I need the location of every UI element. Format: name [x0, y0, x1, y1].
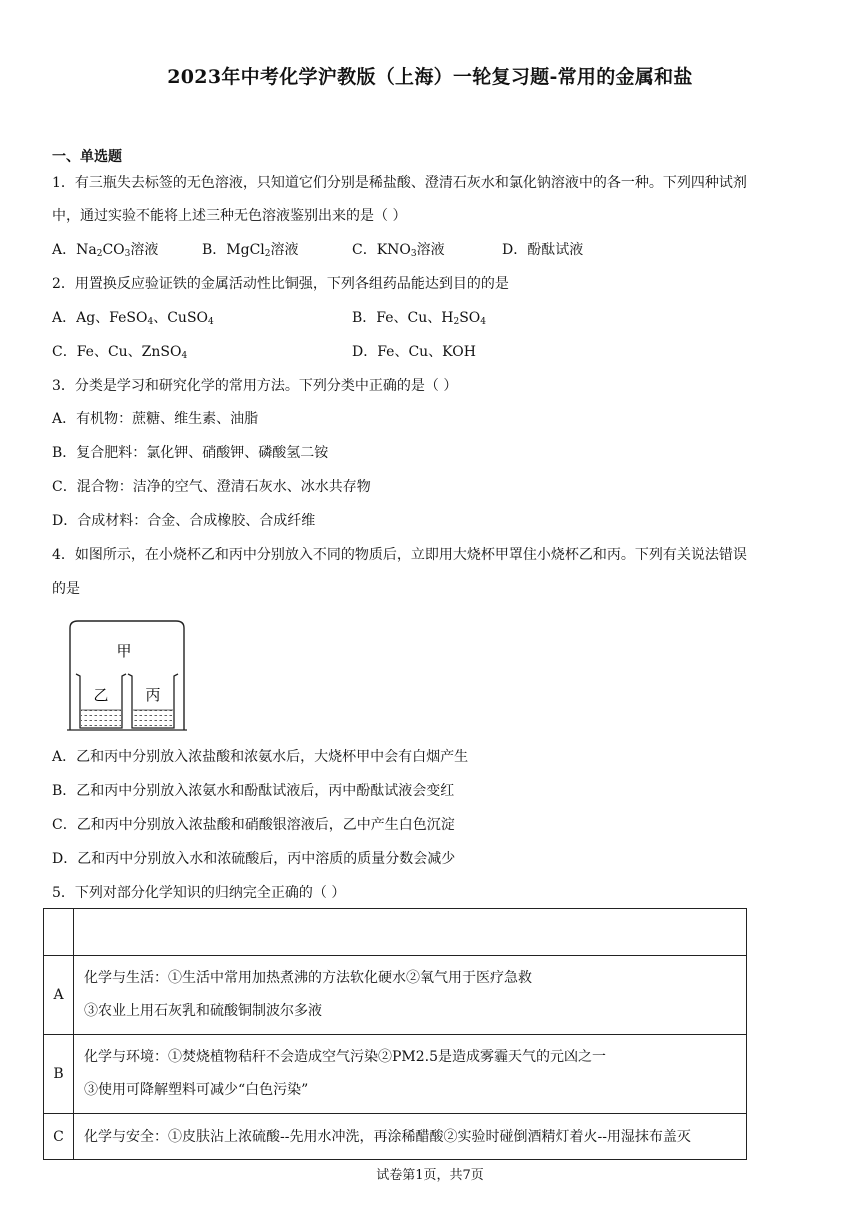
row-content	[74, 956, 747, 1035]
q5-options-table	[43, 908, 747, 1160]
q1-option-a: A．$Na_2CO_3$溶液	[52, 242, 159, 259]
table-header-cell	[44, 909, 74, 956]
row-content	[74, 1114, 747, 1160]
q3-option-d: D．合成材料：合金、合成橡胶、合成纤维	[52, 513, 316, 529]
q3-stem: 3．分类是学习和研究化学的常用方法。下列分类中正确的是（ ）	[52, 378, 458, 394]
row-label: B	[44, 1035, 74, 1114]
table-row	[44, 1035, 747, 1114]
q4-option-a: A．乙和丙中分别放入浓盐酸和浓氨水后，大烧杯甲中会有白烟产生	[52, 749, 469, 765]
row-label: C	[44, 1114, 74, 1160]
q3-option-c: C．混合物：洁净的空气、澄清石灰水、冰水共存物	[52, 479, 371, 495]
q4-option-d: D．乙和丙中分别放入水和浓硫酸后，丙中溶质的质量分数会减少	[52, 851, 456, 867]
q1-option-d: D．酚酞试液	[502, 242, 584, 258]
q4-option-c: C．乙和丙中分别放入浓盐酸和硝酸银溶液后，乙中产生白色沉淀	[52, 817, 455, 833]
q2-option-c: C．Fe、Cu、ZnSO$_4$	[52, 344, 188, 361]
row-content	[74, 1035, 747, 1114]
row-line: ③使用可降解塑料可减少“白色污染”	[84, 1082, 309, 1098]
row-line: 化学与生活：①生活中常用加热煮沸的方法软化硬水②氧气用于医疗急救	[84, 970, 532, 986]
q1-stem-line2: 中，通过实验不能将上述三种无色溶液鉴别出来的是（ ）	[52, 208, 407, 224]
label-bing: 丙	[145, 686, 161, 704]
label-yi: 乙	[93, 686, 109, 704]
table-row	[44, 956, 747, 1035]
q4-stem-line2: 的是	[52, 581, 80, 597]
q4-option-b: B．乙和丙中分别放入浓氨水和酚酞试液后，丙中酚酞试液会变红	[52, 783, 455, 799]
table-header-row	[44, 909, 747, 956]
beaker-bing-liquid	[133, 710, 173, 727]
q1-option-b: B．MgCl$_2$溶液	[202, 242, 299, 259]
section-heading: 一、单选题	[52, 149, 122, 165]
beaker-yi-liquid	[81, 710, 121, 727]
table-header-cell	[74, 909, 747, 956]
q3-option-a: A．有机物：蔗糖、维生素、油脂	[52, 411, 259, 427]
q5-stem: 5．下列对部分化学知识的归纳完全正确的（ ）	[52, 885, 346, 901]
page-footer: 试卷第1页，共7页	[376, 1168, 484, 1183]
label-jia: 甲	[116, 642, 132, 660]
q2-stem: 2．用置换反应验证铁的金属活动性比铜强，下列各组药品能达到目的的是	[52, 276, 509, 292]
q2-option-d: D．Fe、Cu、KOH	[352, 344, 476, 360]
q3-option-b: B．复合肥料：氯化钾、硝酸钾、磷酸氢二铵	[52, 445, 329, 461]
q1-option-c: C．$KNO_3$溶液	[352, 242, 445, 259]
row-label: A	[44, 956, 74, 1035]
q4-stem-line1: 4．如图所示，在小烧杯乙和丙中分别放入不同的物质后，立即用大烧杯甲罩住小烧杯乙和丙。下列有关说法错误	[52, 547, 747, 563]
q2-option-b: B．Fe、Cu、$H_2SO_4$	[352, 310, 487, 327]
row-line: 化学与安全：①皮肤沾上浓硫酸--先用水冲洗，再涂稀醋酸②实验时碰倒酒精灯着火--用湿抹布盖灭	[84, 1128, 691, 1145]
page-title: 2023年中考化学沪教版（上海）一轮复习题-常用的金属和盐	[167, 66, 693, 88]
q2-option-a: A．Ag、FeSO$_4$、CuSO$_4$	[52, 310, 214, 327]
beaker-diagram	[64, 618, 190, 732]
row-line: ③农业上用石灰乳和硫酸铜制波尔多液	[84, 1003, 322, 1019]
q1-stem-line1: 1．有三瓶失去标签的无色溶液，只知道它们分别是稀盐酸、澄清石灰水和氯化钠溶液中的各一种。下列四种试剂	[52, 175, 747, 191]
row-line: 化学与环境：①焚烧植物秸秆不会造成空气污染②PM2.5是造成雾霾天气的元凶之一	[84, 1049, 607, 1065]
table-row	[44, 1114, 747, 1160]
